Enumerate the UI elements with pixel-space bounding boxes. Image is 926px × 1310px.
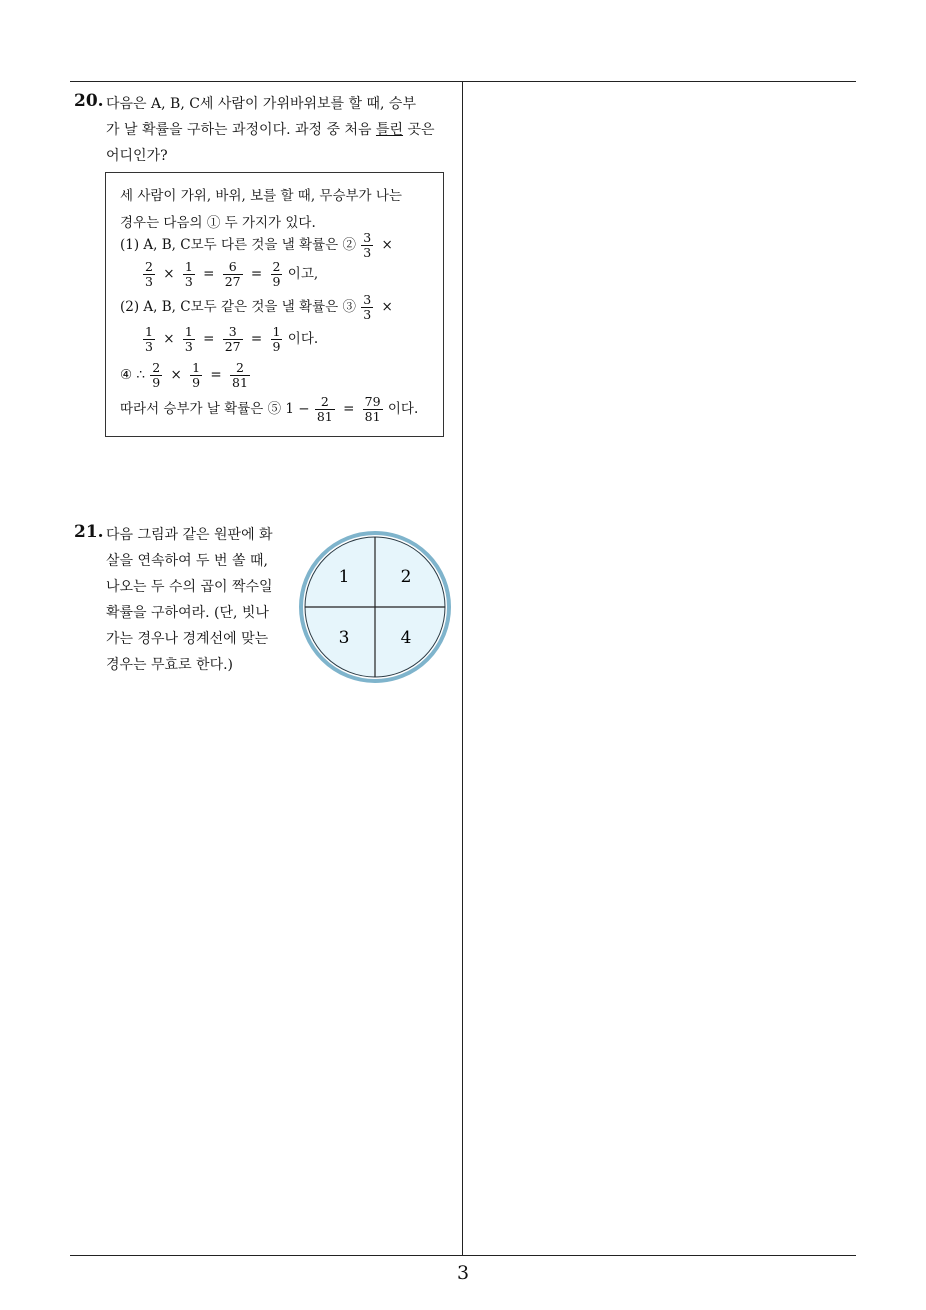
denominator: 3 xyxy=(145,274,153,289)
numerator: 2 xyxy=(152,360,161,375)
numerator: 1 xyxy=(145,324,153,339)
equals-sign: = xyxy=(250,331,263,347)
equals-sign: = xyxy=(203,266,215,282)
question-21-text xyxy=(106,522,291,678)
fraction xyxy=(363,395,383,424)
equals-sign: = xyxy=(203,331,215,347)
question-21-line: 살을 연속하여 두 번 쏠 때, xyxy=(106,553,268,569)
denominator: 3 xyxy=(363,245,372,260)
denominator: 81 xyxy=(232,375,248,390)
column-divider xyxy=(462,82,463,1256)
numerator: 1 xyxy=(272,324,281,339)
box-line-2: 경우는 다음의 ① 두 가지가 있다. xyxy=(120,215,316,231)
numerator: 79 xyxy=(364,394,381,409)
fraction xyxy=(143,260,155,289)
numerator: 3 xyxy=(363,230,372,245)
times-sign: × xyxy=(163,266,175,282)
question-20-line-2-end: 곳은 xyxy=(403,122,435,138)
fraction xyxy=(223,325,243,354)
numerator: 2 xyxy=(315,395,335,410)
fraction xyxy=(271,325,283,354)
box-item-2-row-2 xyxy=(142,325,318,354)
underlined-word: 틀린 xyxy=(375,122,404,138)
denominator: 9 xyxy=(152,375,161,390)
item-2-suffix: 이다. xyxy=(287,331,319,347)
sector-4-label: 4 xyxy=(400,628,412,648)
question-20-line-2 xyxy=(106,117,456,143)
bottom-rule xyxy=(70,1255,856,1256)
equals-sign: = xyxy=(210,367,222,383)
denominator: 27 xyxy=(224,274,241,289)
fraction xyxy=(361,293,373,322)
numerator: 1 xyxy=(192,360,201,375)
box-item-2-row-1 xyxy=(120,293,396,322)
fraction xyxy=(223,260,243,289)
box-item-1-row-1 xyxy=(120,231,396,260)
question-21-line: 가는 경우나 경계선에 맞는 xyxy=(106,631,269,647)
question-21-line: 경우는 무효로 한다.) xyxy=(106,657,234,673)
fraction xyxy=(183,325,195,354)
question-21-line: 다음 그림과 같은 원판에 화 xyxy=(106,527,273,543)
fraction xyxy=(143,325,155,354)
box-step-5 xyxy=(120,395,418,424)
question-21-line: 나오는 두 수의 곱이 짝수일 xyxy=(106,579,273,595)
denominator: 27 xyxy=(224,339,241,354)
times-sign: × xyxy=(381,299,393,315)
times-sign: × xyxy=(163,331,175,347)
question-20-line-3: 어디인가? xyxy=(106,148,168,164)
question-20-line-2-start: 가 날 확률을 구하는 과정이다. 과정 중 처음 xyxy=(106,122,376,138)
numerator: 6 xyxy=(223,260,243,275)
question-20-number: 20. xyxy=(74,91,104,111)
question-21-line: 확률을 구하여라. (단, 빗나 xyxy=(106,605,269,621)
numerator: 2 xyxy=(230,361,250,376)
question-20-text xyxy=(106,91,456,169)
item-1-suffix: 이고, xyxy=(287,266,319,282)
times-sign: × xyxy=(170,367,182,383)
denominator: 81 xyxy=(316,409,333,424)
step-5-prefix: 따라서 승부가 날 확률은 ⑤ 1 − xyxy=(120,401,310,417)
numerator: 1 xyxy=(184,324,193,339)
solution-box xyxy=(105,172,444,437)
denominator: 3 xyxy=(145,339,153,354)
numerator: 3 xyxy=(223,325,243,340)
step-4-prefix: ④ ∴ xyxy=(120,367,145,383)
top-rule xyxy=(70,81,856,82)
equals-sign: = xyxy=(250,266,263,282)
sector-1-label: 1 xyxy=(338,567,350,587)
box-step-4 xyxy=(120,361,251,390)
fraction xyxy=(150,361,162,390)
page-number: 3 xyxy=(456,1262,470,1284)
fraction xyxy=(183,260,195,289)
item-2-prefix: (2) A, B, C모두 같은 것을 낼 확률은 ③ xyxy=(120,299,356,315)
sector-3-label: 3 xyxy=(338,628,350,648)
denominator: 9 xyxy=(272,274,281,289)
sector-2-label: 2 xyxy=(400,567,412,587)
box-item-1-row-2 xyxy=(142,260,318,289)
equals-sign: = xyxy=(343,401,355,417)
denominator: 3 xyxy=(184,339,193,354)
question-21-number: 21. xyxy=(74,522,104,542)
fraction xyxy=(271,260,283,289)
question-20-line-1: 다음은 A, B, C세 사람이 가위바위보를 할 때, 승부 xyxy=(106,96,416,112)
numerator: 2 xyxy=(145,259,153,274)
denominator: 3 xyxy=(363,307,372,322)
denominator: 9 xyxy=(192,375,201,390)
numerator: 2 xyxy=(272,259,281,274)
box-line-1: 세 사람이 가위, 바위, 보를 할 때, 무승부가 나는 xyxy=(120,188,402,204)
times-sign: × xyxy=(381,237,393,253)
numerator: 1 xyxy=(184,259,193,274)
denominator: 81 xyxy=(364,409,381,424)
denominator: 3 xyxy=(184,274,193,289)
fraction xyxy=(230,361,250,390)
numerator: 3 xyxy=(363,292,372,307)
item-1-prefix: (1) A, B, C모두 다른 것을 낼 확률은 ② xyxy=(120,237,356,253)
denominator: 9 xyxy=(272,339,281,354)
fraction xyxy=(315,395,335,424)
fraction xyxy=(361,231,373,260)
step-5-suffix: 이다. xyxy=(387,401,419,417)
dartboard-figure xyxy=(298,530,452,684)
fraction xyxy=(190,361,202,390)
